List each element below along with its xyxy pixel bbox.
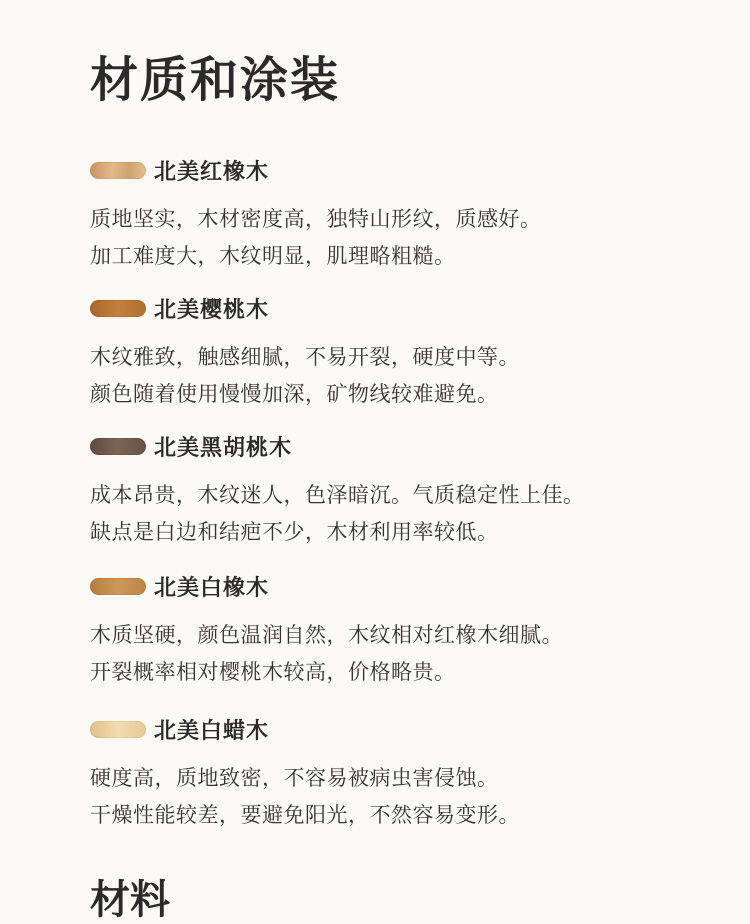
wood-desc-line: 质地坚实，木材密度高，独特山形纹，质感好。: [90, 207, 542, 231]
wood-swatch-icon: [90, 300, 146, 317]
wood-desc-line: 缺点是白边和结疤不少，木材利用率较低。: [90, 520, 499, 544]
wood-name: 北美红橡木: [154, 159, 270, 185]
wood-swatch-icon: [90, 438, 146, 455]
wood-desc-line: 开裂概率相对樱桃木较高，价格略贵。: [90, 660, 456, 684]
wood-swatch-icon: [90, 721, 146, 738]
wood-item-black-walnut: [90, 431, 640, 551]
wood-desc-line: 颜色随着使用慢慢加深，矿物线较难避免。: [90, 382, 499, 406]
wood-swatch-icon: [90, 578, 146, 595]
wood-desc-line: 干燥性能较差，要避免阳光，不然容易变形。: [90, 803, 520, 827]
wood-desc-line: 硬度高，质地致密，不容易被病虫害侵蚀。: [90, 766, 499, 790]
wood-desc-line: 成本昂贵，木纹迷人，色泽暗沉。气质稳定性上佳。: [90, 483, 585, 507]
wood-name: 北美白橡木: [154, 575, 270, 601]
next-section-title: 材料: [90, 877, 170, 923]
wood-item-white-oak: [90, 571, 640, 691]
wood-desc-line: 木纹雅致，触感细腻，不易开裂，硬度中等。: [90, 345, 520, 369]
wood-name: 北美黑胡桃木: [154, 435, 293, 461]
wood-swatch-icon: [90, 162, 146, 179]
wood-name: 北美白蜡木: [154, 718, 270, 744]
wood-desc-line: 加工难度大，木纹明显，肌理略粗糙。: [90, 244, 456, 268]
page-title: 材质和涂装: [90, 52, 341, 108]
wood-desc-line: 木质坚硬，颜色温润自然，木纹相对红橡木细腻。: [90, 623, 563, 647]
wood-name: 北美樱桃木: [154, 297, 270, 323]
wood-item-ash: [90, 714, 640, 834]
wood-item-red-oak: [90, 155, 640, 275]
wood-item-cherry: [90, 293, 640, 413]
